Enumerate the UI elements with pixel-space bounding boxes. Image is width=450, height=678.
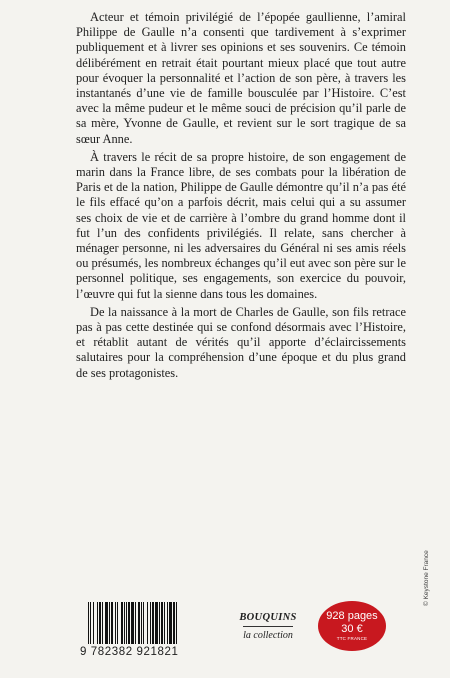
publisher-subtitle: la collection	[243, 630, 293, 641]
barcode-bar	[111, 602, 113, 644]
barcode-bar	[115, 602, 116, 644]
price-region: TTC FRANCE	[336, 636, 368, 641]
barcode-bar	[169, 602, 172, 644]
imprint-divider	[243, 626, 293, 627]
barcode-bar	[131, 602, 134, 644]
barcode-digits: 9 782382 921821	[80, 646, 179, 658]
barcode-icon	[88, 602, 212, 644]
barcode-bar	[99, 602, 101, 644]
barcode-bar	[141, 602, 142, 644]
barcode-bar	[152, 602, 154, 644]
isbn-barcode	[80, 602, 212, 660]
page-count: 928 pages	[326, 610, 378, 622]
barcode-bar	[150, 602, 151, 644]
barcode-bar	[176, 602, 177, 644]
barcode-bar	[88, 602, 89, 644]
barcode-bar	[126, 602, 127, 644]
barcode-bar	[167, 602, 168, 644]
barcode-bar	[147, 602, 148, 644]
barcode-bar	[117, 602, 118, 644]
barcode-bar	[155, 602, 158, 644]
publisher-brand: BOUQUINS	[239, 612, 297, 623]
barcode-bar	[143, 602, 144, 644]
back-cover-text	[76, 10, 406, 384]
barcode-bar	[121, 602, 123, 644]
price: 30 €	[341, 623, 363, 635]
paragraph-1: Acteur et témoin privilégié de l’épopée gaullienne, l’amiral Philippe de Gaulle n’a consenti que tardivement à s’exprimer publiquement et à livrer ses opinions et ses souvenirs. Ce témoin délibérément en retrait était pourtant mieux placé que tout autre pour évoquer la personnalité et l’action de son père, à travers les instantanés d’une vie de famille bousculée par l’Histoire. C’est avec la même pudeur et le même souci de précision qu’il parle de sa mère, Yvonne de Gaulle, et revient sur le sort tragique de sa sœur Anne.	[76, 10, 406, 146]
barcode-bar	[93, 602, 94, 644]
barcode-bar	[128, 602, 130, 644]
barcode-bar	[135, 602, 136, 644]
barcode-bar	[97, 602, 98, 644]
barcode-bar	[105, 602, 108, 644]
barcode-bar	[109, 602, 110, 644]
paragraph-3: De la naissance à la mort de Charles de Gaulle, son fils retrace pas à pas cette destinée qui se confond désormais avec l’Histoire, et rétablit autant de vérités qu’il apporte d’éclaircissements salutaires pour la compréhension d’une époque et du plus grand de ses protagonistes.	[76, 304, 406, 380]
barcode-bar	[124, 602, 125, 644]
barcode-bar	[161, 602, 163, 644]
publisher-imprint	[237, 612, 299, 641]
barcode-bar	[164, 602, 165, 644]
price-badge	[318, 601, 386, 651]
paragraph-2: À travers le récit de sa propre histoire, de son engagement de marin dans la France libre, de ses combats pour la libération de Paris et de la nation, Philippe de Gaulle démontre qu’il n’a pas été le fils effacé qu’on a parfois décrit, mais celui qui a su assumer ses choix de vie et de carrière à l’ombre du grand homme dont il fut l’un des confidents privilégiés. Il relate, sans chercher à ménager personne, ni les adversaires du Général ni ses amis réels ou présumés, les nombreux échanges qu’il eut avec son père sur le personnel politique, ses engagements, son exercice du pouvoir, l’œuvre qui fut la sienne dans tous les domaines.	[76, 149, 406, 301]
barcode-bar	[173, 602, 175, 644]
photo-credit: © Keystone France	[423, 550, 430, 606]
barcode-bar	[159, 602, 160, 644]
barcode-bar	[102, 602, 103, 644]
barcode-bar	[138, 602, 140, 644]
barcode-bar	[90, 602, 91, 644]
